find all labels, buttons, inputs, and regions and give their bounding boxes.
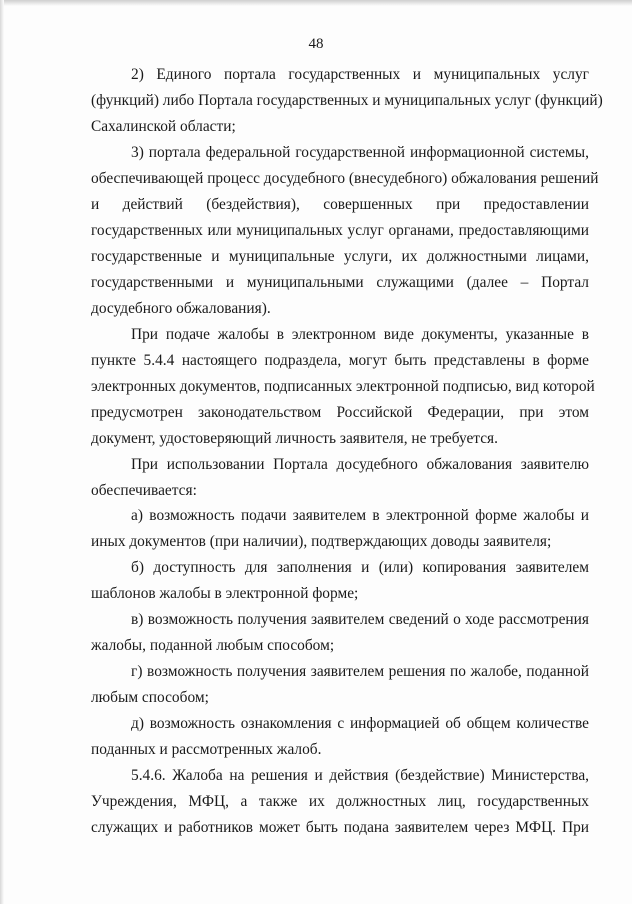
text-line: в) возможность получения заявителем сведений о ходе рассмотрения: [131, 611, 589, 628]
text-line: обеспечивается:: [91, 482, 197, 499]
text-line: 5.4.6. Жалоба на решения и действия (бездействие) Министерства,: [131, 767, 589, 784]
text-line: Учреждения, МФЦ, а также их должностных лиц, государственных: [91, 793, 589, 810]
scan-edge-top: [0, 0, 632, 6]
text-line: служащих и работников может быть подана заявителем через МФЦ. При: [91, 819, 589, 836]
text-line: Сахалинской области;: [91, 118, 236, 135]
text-line: иных документов (при наличии), подтверждающих доводы заявителя;: [91, 533, 552, 550]
text-line: При подаче жалобы в электронном виде документы, указанные в: [131, 326, 589, 343]
text-line: обеспечивающей процесс досудебного (внесудебного) обжалования решений: [91, 170, 599, 187]
text-line: б) доступность для заполнения и (или) копирования заявителем: [131, 559, 589, 576]
text-line: шаблонов жалобы в электронной форме;: [91, 585, 359, 602]
text-line: пункте 5.4.4 настоящего подраздела, могут быть представлены в форме: [91, 352, 589, 369]
text-line: г) возможность получения заявителем решения по жалобе, поданной: [131, 663, 589, 680]
text-line: При использовании Портала досудебного обжалования заявителю: [131, 456, 589, 473]
text-line: государственные и муниципальные услуги, их должностными лицами,: [91, 248, 589, 265]
text-line: 3) портала федеральной государственной информационной системы,: [131, 144, 589, 161]
text-line: государственными и муниципальными служащими (далее – Портал: [91, 274, 589, 291]
text-line: 2) Единого портала государственных и муниципальных услуг: [131, 66, 589, 83]
text-line: предусмотрен законодательством Российской Федерации, при этом: [91, 404, 589, 421]
page-number: 48: [308, 36, 324, 52]
text-line: а) возможность подачи заявителем в электронной форме жалобы и: [131, 507, 589, 524]
text-line: (функций) либо Портала государственных и муниципальных услуг (функций): [91, 92, 603, 109]
text-line: документ, удостоверяющий личность заявителя, не требуется.: [91, 430, 498, 447]
text-line: досудебного обжалования).: [91, 300, 271, 317]
text-line: жалобы, поданной любым способом;: [91, 637, 335, 654]
text-line: и действий (бездействия), совершенных при предоставлении: [91, 196, 589, 213]
text-line: поданных и рассмотренных жалоб.: [91, 741, 322, 758]
text-line: любым способом;: [91, 689, 209, 706]
scan-edge-left: [0, 0, 4, 904]
text-line: электронных документов, подписанных электронной подписью, вид которой: [91, 378, 595, 395]
text-line: д) возможность ознакомления с информацией об общем количестве: [131, 715, 589, 732]
text-line: государственных или муниципальных услуг органами, предоставляющими: [91, 222, 589, 239]
